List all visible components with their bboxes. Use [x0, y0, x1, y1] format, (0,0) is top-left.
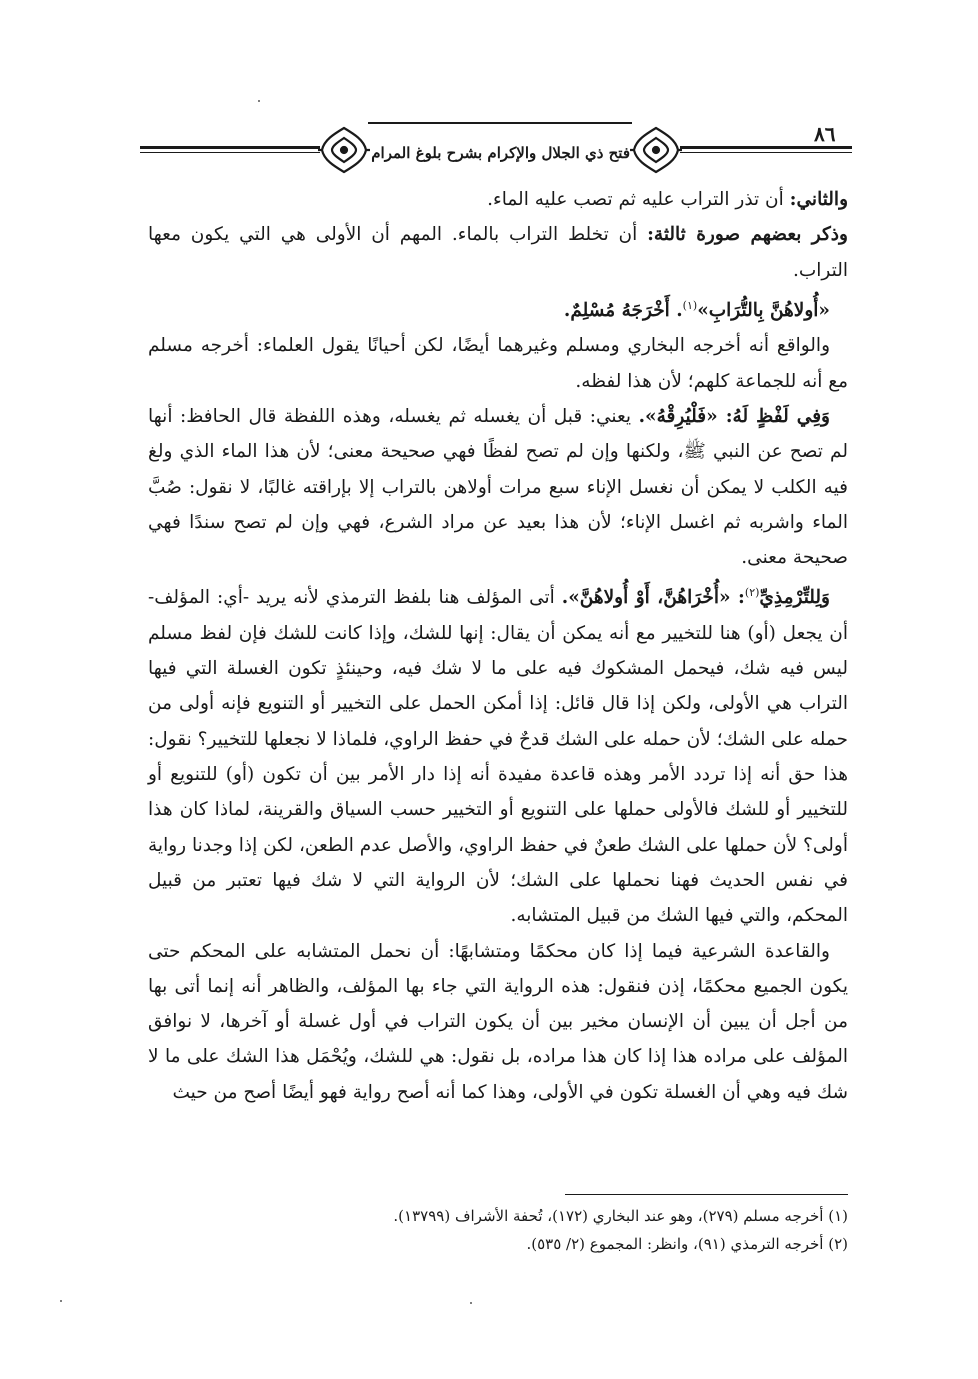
- page-number: ٨٦: [814, 122, 836, 146]
- paragraph-4: [148, 328, 848, 399]
- main-text: [148, 182, 848, 1110]
- footnotes: [148, 1202, 848, 1258]
- header-rule-left: [140, 146, 320, 149]
- paragraph-2: [148, 217, 848, 288]
- footnote-marker[interactable]: (٢): [744, 586, 760, 600]
- ornament-right-icon: [630, 124, 682, 176]
- scan-speck: [470, 1302, 472, 1304]
- paragraph-5: [148, 399, 848, 575]
- hadith-text: «أُولاهُنَّ بِالتُّرَابِ»: [697, 300, 830, 322]
- paragraph-text: أن تذر التراب عليه ثم تصب عليه الماء.: [487, 189, 790, 210]
- paragraph-lead: وذكر بعضهم صورة ثالثة:: [647, 224, 848, 246]
- paragraph-text: والواقع أنه أخرجه البخاري ومسلم وغيرهما أيضًا، لكن أحيانًا يقول العلماء: أخرجه مسلم مع أنه للجماعة كلهم؛ لأن هذا لفظه.: [148, 335, 848, 392]
- footnote-marker[interactable]: (١): [682, 298, 698, 312]
- paragraph-6: [148, 575, 848, 933]
- hadith-text: وَلِلتِّرْمِذِيِّ: [759, 587, 830, 609]
- page-header: [140, 118, 852, 178]
- ornament-left-icon: [318, 124, 370, 176]
- hadith-paragraph-1: [148, 288, 848, 328]
- header-top-line: [368, 122, 632, 124]
- paragraph-text: أن تخلط التراب بالماء. المهم أن الأولى هي التي يكون معها التراب.: [148, 224, 848, 281]
- scan-speck: [60, 1300, 62, 1302]
- footnote-2: (٢) أخرجه الترمذي (٩١)، وانظر: المجموع (٢/ ٥٣٥).: [526, 1235, 848, 1253]
- paragraph-text: أتى المؤلف هنا بلفظ الترمذي لأنه يريد -أي: المؤلف- أن يجعل (أو) هنا للتخيير مع أنه يمكن أن يقال: إنها للشك، وإذا كانت للشك فإن لفظ مسلم ليس فيه شك، فيحمل المشكوك فيه على ما لا شك فيه، وحينئذٍ تكون الغسلة التي فيها التراب هي الأولى، ولكن إذا قال قائل: إذا أمكن الحمل على التخيير أو التنويع فإنه أولى من حمله على الشك؛ لأن حمله على الشك قدحٌ في حفظ الراوي، فلماذا لا نجعلها للتخيير؟ نقول: هذا حق أنه إذا تردد الأمر وهذه قاعدة مفيدة أنه إذا دار الأمر بين أن تكون (أو) للتنويع أو للتخيير أو للشك فالأولى حملها على التنويع أو التخيير حسب السياق والقرينة، لماذا كان هذا أولى؟ لأن حملها على الشك طعنٌ في حفظ الراوي، والأصل عدم الطعن، لكن إذا وجدنا رواية في نفس الحديث فهنا نحملها على الشك؛ لأن الرواية التي لا شك فيها تعتبر من قبيل المحكم، والتي فيها الشك من قبيل المتشابه.: [148, 587, 848, 927]
- hadith-text: وَفِي لَفْظٍ لَهُ: «فَلْيُرِقْهُ».: [638, 405, 830, 427]
- header-rule-right-thin: [680, 152, 852, 153]
- paragraph-1: [148, 182, 848, 217]
- scan-speck: [258, 100, 260, 102]
- book-title: فتح ذي الجلال والإكرام بشرح بلوغ المرام: [371, 144, 630, 162]
- paragraph-lead: والثاني:: [789, 189, 848, 210]
- paragraph-7: [148, 934, 848, 1110]
- header-rule-right: [680, 146, 852, 149]
- header-rule-left-thin: [140, 152, 320, 153]
- hadith-text: : «أُخْرَاهُنَّ، أَوْ أُولاهُنَّ».: [561, 587, 745, 609]
- paragraph-text: يعني: قبل أن يغسله ثم يغسله، وهذه اللفظة قال الحافظ: أنها لم تصح عن النبي ﷺ، ولكنها وإن لم تصح لفظًا فهي صحيحة معنى؛ لأن هذا الماء الذي ولغ فيه الكلب لا يمكن أن نغسل الإناء سبع مرات أولاهن بالتراب إلا بإراقته غالبًا، لا نقول: صُبَّ الماء واشربه ثم اغسل الإناء؛ لأن هذا بعيد عن مراد الشرع، فهي وإن لم تصح سندًا فهي صحيحة معنى.: [148, 405, 848, 569]
- paragraph-text: والقاعدة الشرعية فيما إذا كان محكمًا ومتشابهًا: أن نحمل المتشابه على المحكم حتى يكون الجميع محكمًا، إذن فنقول: هذه الرواية التي جاء بها المؤلف، والظاهر أنه إنما أتى بها من أجل أن يبين أن الإنسان مخير بين أن يكون التراب في أول غسلة أو آخرها، لا نوافق المؤلف على مراده هذا إذا كان هذا مراده، بل نقول: هي للشك، ويُحْمَل هذا الشك على ما لا شك فيه وهي أن الغسلة تكون في الأولى، وهذا كما أنه أصح رواية فهو أيضًا أصح من حيث: [148, 940, 848, 1103]
- hadith-source: . أَخْرَجَهُ مُسْلِمٌ.: [563, 300, 683, 322]
- footnote-separator: [565, 1194, 848, 1195]
- footnote-1: (١) أخرجه مسلم (٢٧٩)، وهو عند البخاري (١٧٢)، تُحفة الأشراف (١٣٧٩٩).: [393, 1207, 848, 1225]
